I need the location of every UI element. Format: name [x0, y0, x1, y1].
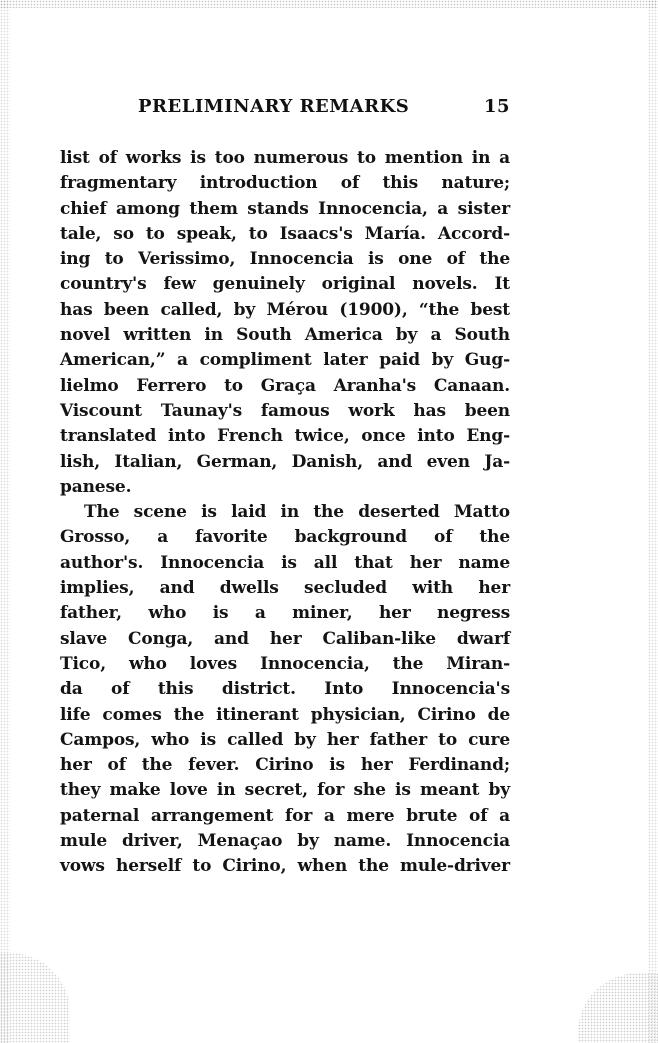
- text-line: Campos, who is called by her father to cure: [60, 729, 510, 750]
- text-line: slave Conga, and her Caliban-like dwarf: [60, 628, 510, 649]
- text-line: paternal arrangement for a mere brute of a: [60, 805, 510, 826]
- text-line: life comes the itinerant physician, Cirino de: [60, 704, 510, 725]
- text-line: Tico, who loves Innocencia, the Miran-: [60, 653, 510, 674]
- text-line: Grosso, a favorite background of the: [60, 527, 510, 548]
- scan-corner-bottom-right: [578, 973, 658, 1043]
- text-line: translated into French twice, once into Eng-: [60, 426, 510, 447]
- paragraph-2: [60, 500, 510, 879]
- running-head: [138, 96, 510, 122]
- text-line: novel written in South America by a South: [60, 325, 510, 346]
- scan-edge-left: [0, 0, 10, 1043]
- text-line: her of the fever. Cirino is her Ferdinand;: [60, 755, 510, 776]
- text-line: father, who is a miner, her negress: [60, 603, 510, 624]
- text-line: lish, Italian, German, Danish, and even Ja-: [60, 451, 510, 472]
- text-line: mule driver, Menaçao by name. Innocencia: [60, 831, 510, 852]
- text-line: lielmo Ferrero to Graça Aranha's Canaan.: [60, 375, 510, 396]
- text-line: they make love in secret, for she is meant by: [60, 780, 510, 801]
- text-line: list of works is too numerous to mention in a: [60, 148, 510, 168]
- text-line: Viscount Taunay's famous work has been: [60, 400, 510, 421]
- text-line: ing to Verissimo, Innocencia is one of the: [60, 249, 510, 270]
- text-line: country's few genuinely original novels. It: [60, 274, 510, 295]
- text-line: American,” a compliment later paid by Gug-: [60, 350, 510, 371]
- scan-edge-top: [0, 0, 658, 8]
- paragraph-1: [60, 146, 510, 500]
- text-line: vows herself to Cirino, when the mule-driver: [60, 856, 510, 877]
- running-head-title: PRELIMINARY REMARKS: [138, 96, 410, 117]
- scan-corner-bottom-left: [0, 953, 70, 1043]
- text-line: The scene is laid in the deserted Matto: [84, 502, 510, 523]
- text-line: author's. Innocencia is all that her name: [60, 552, 510, 573]
- text-line: chief among them stands Innocencia, a sister: [60, 198, 510, 219]
- text-line: da of this district. Into Innocencia's: [60, 679, 510, 700]
- scan-edge-right: [648, 0, 658, 1043]
- page-number: 15: [483, 96, 510, 117]
- text-line: has been called, by Mérou (1900), “the best: [60, 299, 510, 320]
- text-line: panese.: [60, 476, 132, 497]
- text-line: tale, so to speak, to Isaacs's María. Accord-: [60, 223, 510, 244]
- body-text: [60, 146, 510, 880]
- text-line: implies, and dwells secluded with her: [60, 578, 510, 599]
- text-line: fragmentary introduction of this nature;: [60, 173, 510, 194]
